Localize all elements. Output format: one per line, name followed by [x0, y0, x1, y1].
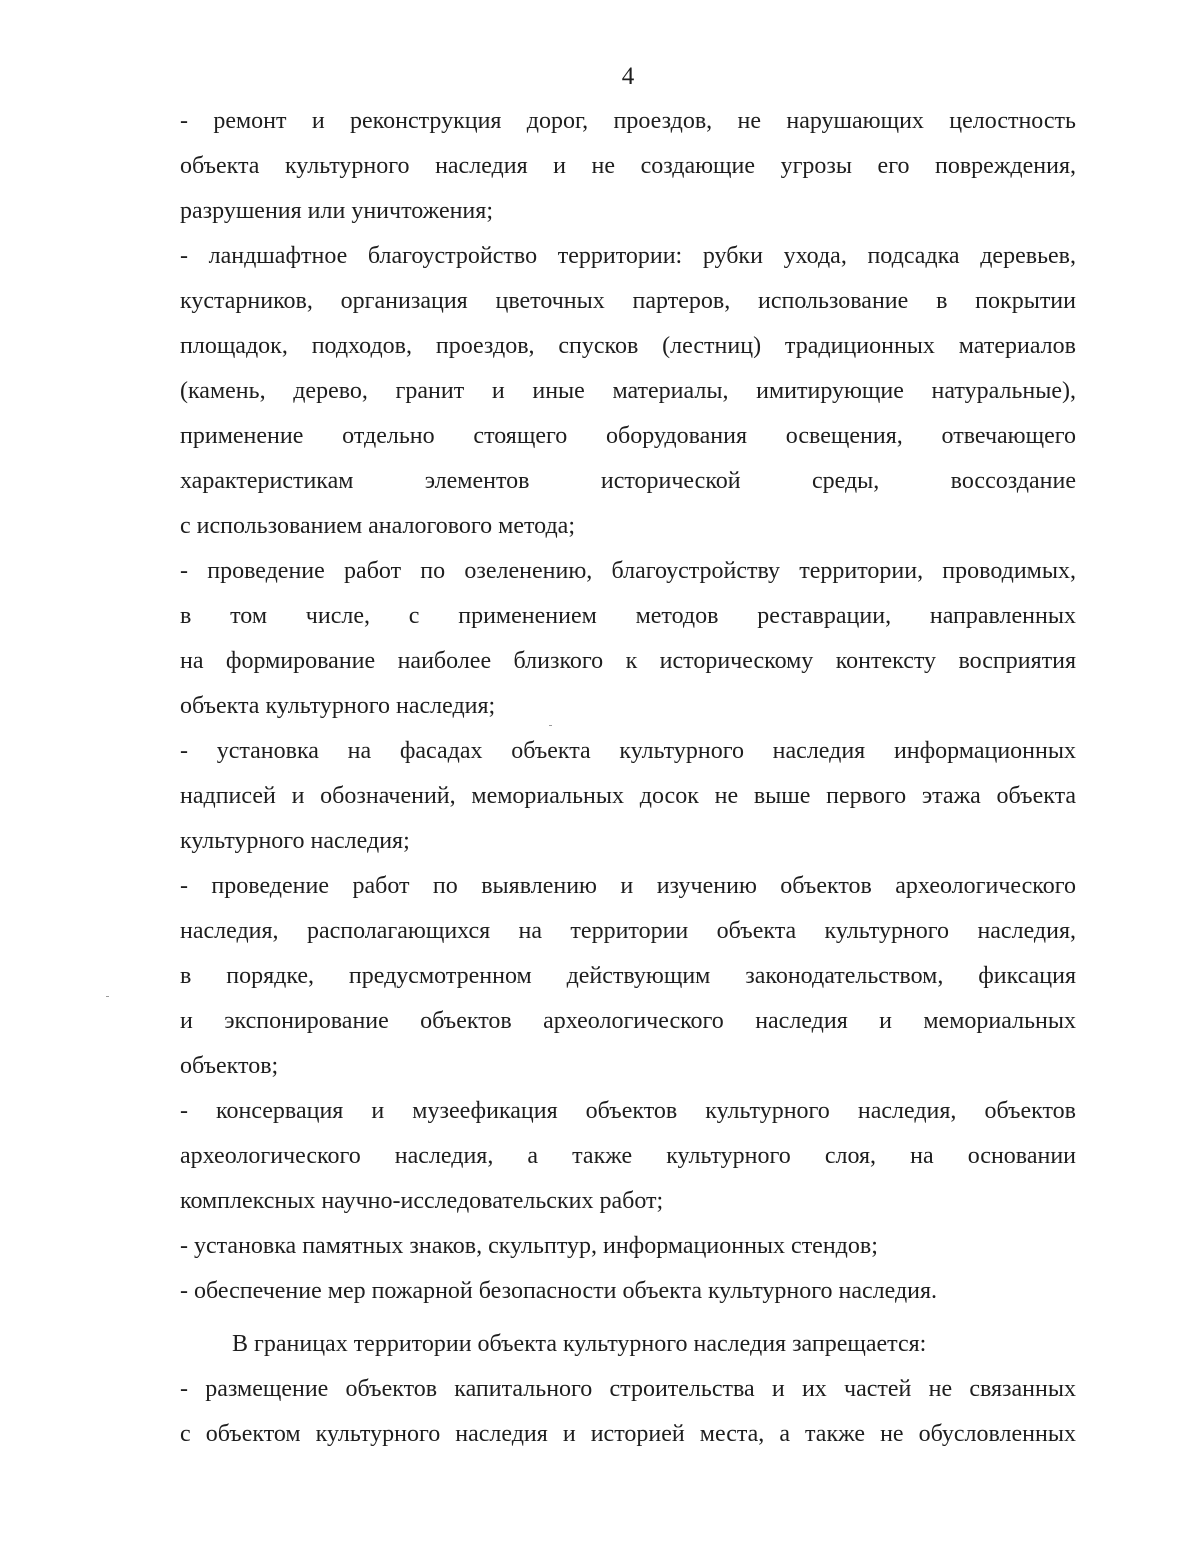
text-line: - установка памятных знаков, скульптур, информационных стендов; [180, 1233, 878, 1259]
text-line: с объектом культурного наследия и историей места, а также не обусловленных [180, 1421, 1076, 1447]
text-line: объектов; [180, 1053, 279, 1079]
text-line: комплексных научно-исследовательских работ; [180, 1188, 664, 1214]
list-item [180, 1269, 1076, 1314]
text-line: разрушения или уничтожения; [180, 198, 493, 224]
list-item [180, 234, 1076, 549]
text-line: характеристикам элементов исторической среды, воссоздание [180, 468, 1076, 494]
list-item [180, 99, 1076, 234]
text-line: с использованием аналогового метода; [180, 513, 575, 539]
text-line: - консервация и музеефикация объектов культурного наследия, объектов [180, 1098, 1076, 1124]
list-item [180, 1367, 1076, 1457]
text-line: - проведение работ по выявлению и изучению объектов археологического [180, 873, 1076, 899]
list-item [180, 864, 1076, 1089]
list-item [180, 1089, 1076, 1224]
text-line: в том числе, с применением методов реставрации, направленных [180, 603, 1076, 629]
list-item [180, 729, 1076, 864]
text-line: - установка на фасадах объекта культурного наследия информационных [180, 738, 1076, 764]
scan-speck [106, 996, 109, 997]
text-line: - ландшафтное благоустройство территории: рубки ухода, подсадка деревьев, [180, 243, 1076, 269]
text-line: - размещение объектов капитального строительства и их частей не связанных [180, 1376, 1076, 1402]
text-line: и экспонирование объектов археологического наследия и мемориальных [180, 1008, 1076, 1034]
text-line: - обеспечение мер пожарной безопасности объекта культурного наследия. [180, 1278, 938, 1304]
text-line: кустарников, организация цветочных партеров, использование в покрытии [180, 288, 1076, 314]
text-line: - ремонт и реконструкция дорог, проездов, не нарушающих целостность [180, 108, 1076, 134]
text-line: - проведение работ по озеленению, благоустройству территории, проводимых, [180, 558, 1076, 584]
text-line: культурного наследия; [180, 828, 410, 854]
text-line: применение отдельно стоящего оборудования освещения, отвечающего [180, 423, 1076, 449]
text-line: В границах территории объекта культурного наследия запрещается: [232, 1331, 927, 1357]
text-line: объекта культурного наследия; [180, 693, 496, 719]
document-body [180, 99, 1076, 1457]
page-number: 4 [621, 63, 635, 90]
list-item [180, 549, 1076, 729]
text-line: в порядке, предусмотренном действующим законодательством, фиксация [180, 963, 1076, 989]
text-line: объекта культурного наследия и не создающие угрозы его повреждения, [180, 153, 1076, 179]
text-line: надписей и обозначений, мемориальных досок не выше первого этажа объекта [180, 783, 1076, 809]
text-line: площадок, подходов, проездов, спусков (лестниц) традиционных материалов [180, 333, 1076, 359]
text-line: (камень, дерево, гранит и иные материалы, имитирующие натуральные), [180, 378, 1076, 404]
list-item [180, 1224, 1076, 1269]
text-line: наследия, располагающихся на территории объекта культурного наследия, [180, 918, 1076, 944]
text-line: на формирование наиболее близкого к историческому контексту восприятия [180, 648, 1076, 674]
text-line: археологического наследия, а также культурного слоя, на основании [180, 1143, 1076, 1169]
section-intro [180, 1322, 1076, 1367]
